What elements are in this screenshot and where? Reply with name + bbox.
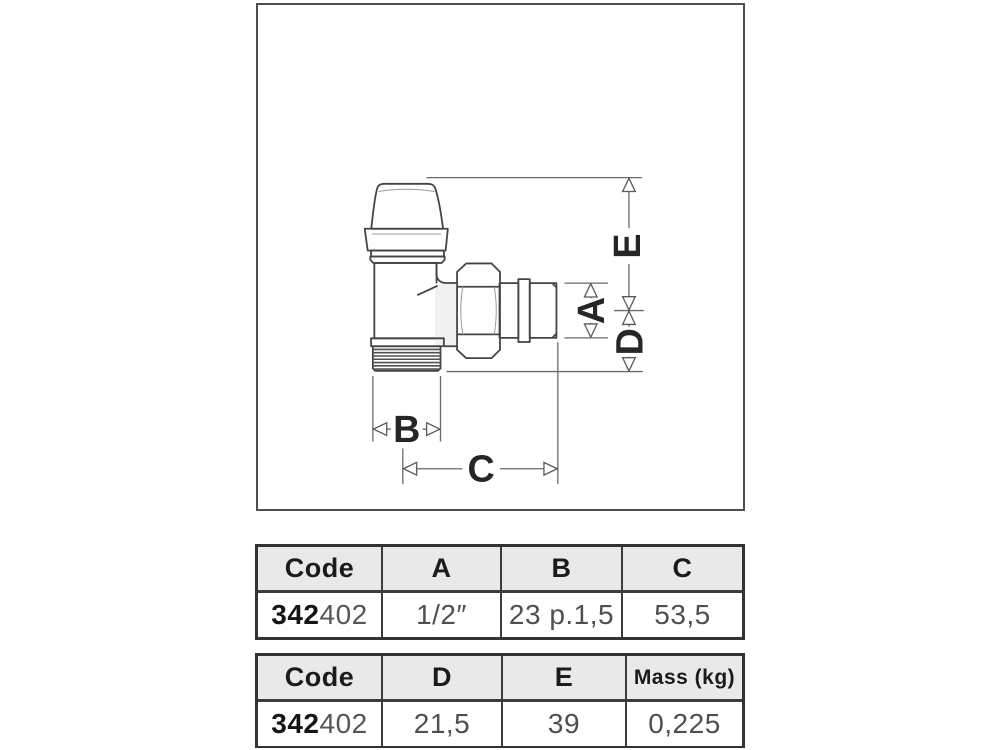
tail-thread bbox=[373, 346, 441, 371]
valve-cap-skirt bbox=[365, 229, 448, 251]
bonnet-ring-upper bbox=[371, 251, 444, 257]
table2-value-d: 21,5 bbox=[383, 702, 503, 746]
table1-value-b: 23 p.1,5 bbox=[502, 593, 623, 637]
table1-header-a: A bbox=[383, 547, 502, 590]
table2-header-e: E bbox=[503, 656, 627, 699]
table2-header-code: Code bbox=[258, 656, 383, 699]
dimension-lines bbox=[373, 178, 651, 490]
dim-label-B: B bbox=[393, 408, 421, 451]
valve-technical-drawing bbox=[258, 5, 743, 509]
tail-shoulder bbox=[371, 338, 444, 346]
table1-value-a: 1/2″ bbox=[383, 593, 502, 637]
dimensions-table-abc bbox=[255, 544, 745, 640]
bonnet-ring-lower bbox=[370, 257, 444, 263]
table2-header-d: D bbox=[383, 656, 503, 699]
table1-header-c: C bbox=[672, 553, 693, 583]
table2-header-mass: Mass (kg) bbox=[633, 665, 736, 689]
tailpiece-cylinder bbox=[500, 283, 519, 338]
union-nut bbox=[457, 263, 500, 358]
valve-main-body bbox=[374, 263, 436, 338]
tailpiece-flange bbox=[518, 279, 529, 342]
product-code-suffix: 402 bbox=[319, 599, 368, 630]
product-code-prefix: 342 bbox=[271, 708, 320, 739]
dimensions-table-de-mass bbox=[255, 653, 745, 748]
product-code-suffix: 402 bbox=[319, 708, 368, 739]
male-thread bbox=[530, 283, 557, 338]
dim-label-E: E bbox=[605, 233, 648, 259]
table2-value-e: 39 bbox=[503, 702, 627, 746]
dim-label-D: D bbox=[608, 328, 651, 356]
table2-header-row bbox=[258, 656, 742, 702]
dim-label-A: A bbox=[569, 296, 612, 325]
valve-body-group bbox=[365, 184, 557, 371]
table2-data-row bbox=[258, 702, 742, 746]
table2-value-mass: 0,225 bbox=[648, 708, 721, 739]
dim-label-C: C bbox=[467, 447, 495, 490]
table1-value-c: 53,5 bbox=[654, 599, 711, 630]
table1-header-b: B bbox=[502, 547, 623, 590]
technical-drawing-frame bbox=[256, 3, 745, 511]
table2-code-cell bbox=[258, 702, 383, 746]
table1-code-cell bbox=[258, 593, 383, 637]
table1-header-code: Code bbox=[258, 547, 383, 590]
product-code-prefix: 342 bbox=[271, 599, 320, 630]
table1-header-row bbox=[258, 547, 742, 593]
table1-data-row bbox=[258, 593, 742, 637]
